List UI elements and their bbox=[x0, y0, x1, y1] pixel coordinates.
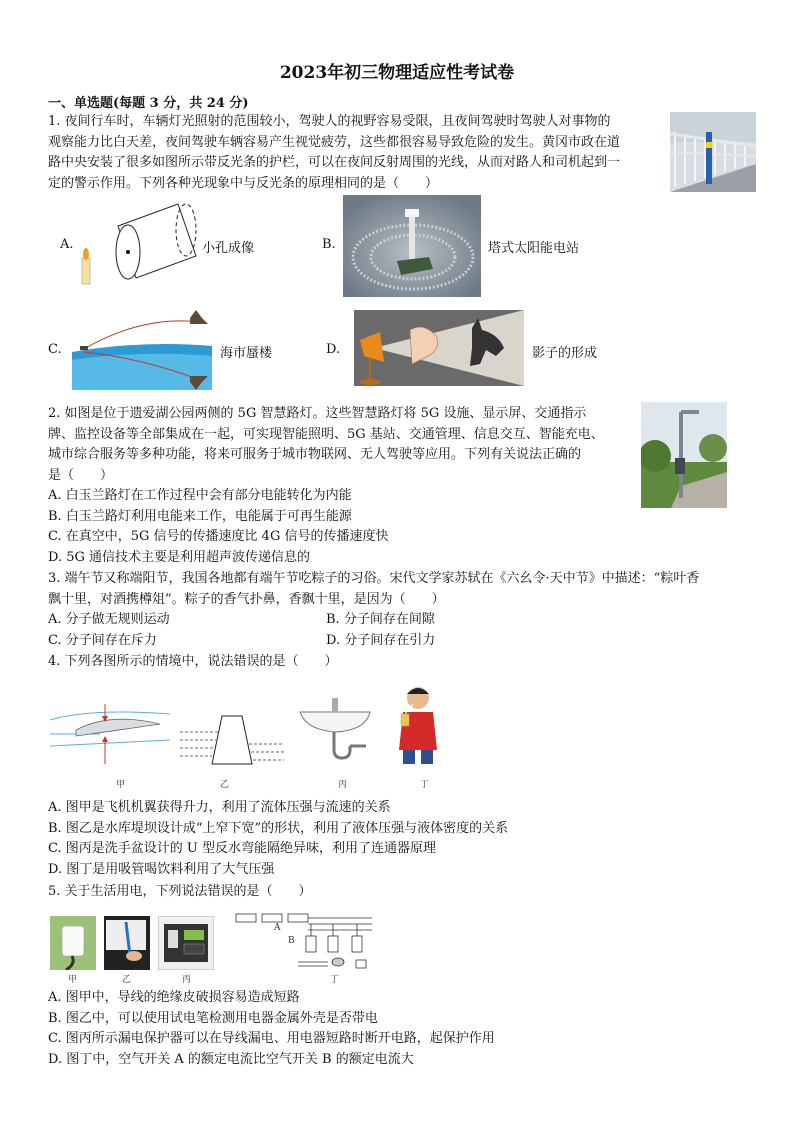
question-4-text: 4. 下列各图所示的情境中，说法错误的是（ ） bbox=[48, 654, 338, 669]
circuit-label-a: A bbox=[274, 923, 281, 933]
airplane-wing-figure bbox=[50, 694, 170, 766]
q3-option-a: A. 分子做无规则运动 bbox=[48, 612, 170, 627]
question-2-text: 2. 如图是位于遗爱湖公园两侧的 5G 智慧路灯。这些智慧路灯将 5G 设施、显示屏、交通指示 牌、监控设备等全部集成在一起，可实现智能照明、5G 基站、交通管理、信息交互、智能充电、 城市综合服务等多种功能，将来可服务于城市物联网、无人驾驶等应用。下列有关说法正确的 是（ ） A. 白玉兰路灯在工作过程中会有部分电能转化为内能 B. 白玉兰路灯利用电能来工作，电能属于可再生能源 C. 在真空中，5G 信号的传播速度比 4G 信号的传播速度快 D. 5G 通信技术主要是利用超声波传递信息的 bbox=[48, 404, 604, 568]
q1-option-c-letter: C. bbox=[48, 342, 62, 357]
exam-title: 2023年初三物理适应性考试卷 bbox=[279, 63, 515, 83]
question-4-options bbox=[48, 798, 508, 880]
fig5-label-ding: 丁 bbox=[330, 975, 340, 985]
q4-option-c: C. 图丙是洗手盆设计的 U 型反水弯能隔绝异味，利用了连通器原理 bbox=[48, 841, 436, 856]
boy-drinking-figure bbox=[393, 684, 443, 766]
pinhole-camera-image bbox=[78, 196, 203, 288]
fig4-label-bing: 丙 bbox=[338, 780, 348, 790]
smart-streetlight-photo bbox=[641, 402, 727, 508]
q2-option-a: A. 白玉兰路灯在工作过程中会有部分电能转化为内能 bbox=[48, 488, 352, 503]
q1-option-c-caption: 海市蜃楼 bbox=[220, 346, 273, 361]
question-5-text: 5. 关于生活用电，下列说法错误的是（ ） bbox=[48, 884, 312, 899]
q5-option-c: C. 图丙所示漏电保护器可以在导线漏电、用电器短路时断开电路，起保护作用 bbox=[48, 1031, 495, 1046]
guardrail-photo bbox=[670, 112, 756, 192]
fig4-label-jia: 甲 bbox=[116, 780, 126, 790]
q3-option-b: B. 分子间存在间隙 bbox=[326, 612, 435, 627]
fig5-label-jia: 甲 bbox=[68, 975, 78, 985]
fig5-label-yi: 乙 bbox=[122, 975, 132, 985]
circuit-label-b: B bbox=[288, 936, 295, 946]
q2-option-d: D. 5G 通信技术主要是利用超声波传递信息的 bbox=[48, 549, 311, 565]
mirage-image bbox=[72, 310, 212, 390]
q4-option-b: B. 图乙是水库堤坝设计成“上窄下宽”的形状，利用了液体压强与液体密度的关系 bbox=[48, 820, 509, 836]
q1-option-b-caption: 塔式太阳能电站 bbox=[488, 241, 580, 256]
fig4-label-ding: 丁 bbox=[420, 780, 430, 790]
question-1-text: 1. 夜间行车时，车辆灯光照射的范围较小，驾驶人的视野容易受限，且夜间驾驶时驾驶人对事物的 观察能力比白天差，夜间驾驶车辆容易产生视觉疲劳，这些都很容易导致危险的发生。黄冈市政在道 路中央安装了很多如图所示带反光条的护栏，可以在夜间反射周围的光线，从而对路人和司机起到一 定的警示作用。下列各种光现象中与反光条的原理相同的是（ ） bbox=[48, 114, 621, 191]
sink-figure bbox=[296, 694, 374, 766]
q5-option-b: B. 图乙中，可以使用试电笔检测用电器金属外壳是否带电 bbox=[48, 1010, 378, 1026]
q4-option-a: A. 图甲是飞机机翼获得升力，利用了流体压强与流速的关系 bbox=[48, 800, 391, 815]
section-heading: 一、单选题(每题 3 分，共 24 分) bbox=[48, 96, 249, 111]
damaged-wire-photo bbox=[50, 916, 96, 970]
q1-option-a-letter: A. bbox=[60, 237, 74, 252]
shadow-puppet-image bbox=[354, 310, 524, 386]
q1-option-a-caption: 小孔成像 bbox=[202, 241, 255, 256]
household-circuit-diagram bbox=[232, 910, 374, 974]
q1-option-b-letter: B. bbox=[322, 237, 336, 252]
fig5-label-bing: 丙 bbox=[182, 975, 192, 985]
solar-tower-image bbox=[343, 195, 481, 297]
q2-option-c: C. 在真空中，5G 信号的传播速度比 4G 信号的传播速度快 bbox=[48, 529, 389, 544]
q4-option-d: D. 图丁是用吸管喝饮料利用了大气压强 bbox=[48, 861, 275, 877]
q3-option-d: D. 分子间存在引力 bbox=[326, 633, 436, 648]
q5-option-d: D. 图丁中，空气开关 A 的额定电流比空气开关 B 的额定电流大 bbox=[48, 1051, 414, 1067]
q1-option-d-letter: D. bbox=[326, 342, 341, 357]
q3-option-c: C. 分子间存在斥力 bbox=[48, 633, 157, 648]
q5-option-a: A. 图甲中，导线的绝缘皮破损容易造成短路 bbox=[48, 990, 300, 1005]
test-pen-photo bbox=[104, 916, 150, 970]
q1-option-d-caption: 影子的形成 bbox=[532, 346, 598, 361]
question-5-options bbox=[48, 988, 495, 1070]
dam-figure bbox=[178, 712, 286, 766]
q2-option-b: B. 白玉兰路灯利用电能来工作，电能属于可再生能源 bbox=[48, 508, 352, 524]
leakage-protector-photo bbox=[158, 916, 214, 970]
question-3-text: 3. 端午节又称端阳节，我国各地都有端午节吃粽子的习俗。宋代文学家苏轼在《六幺令·天中节》中描述：“粽叶香 飘十里，对酒携樽俎”。粽子的香气扑鼻，香飘十里，是因为（ ） bbox=[48, 571, 700, 607]
fig4-label-yi: 乙 bbox=[220, 780, 230, 790]
